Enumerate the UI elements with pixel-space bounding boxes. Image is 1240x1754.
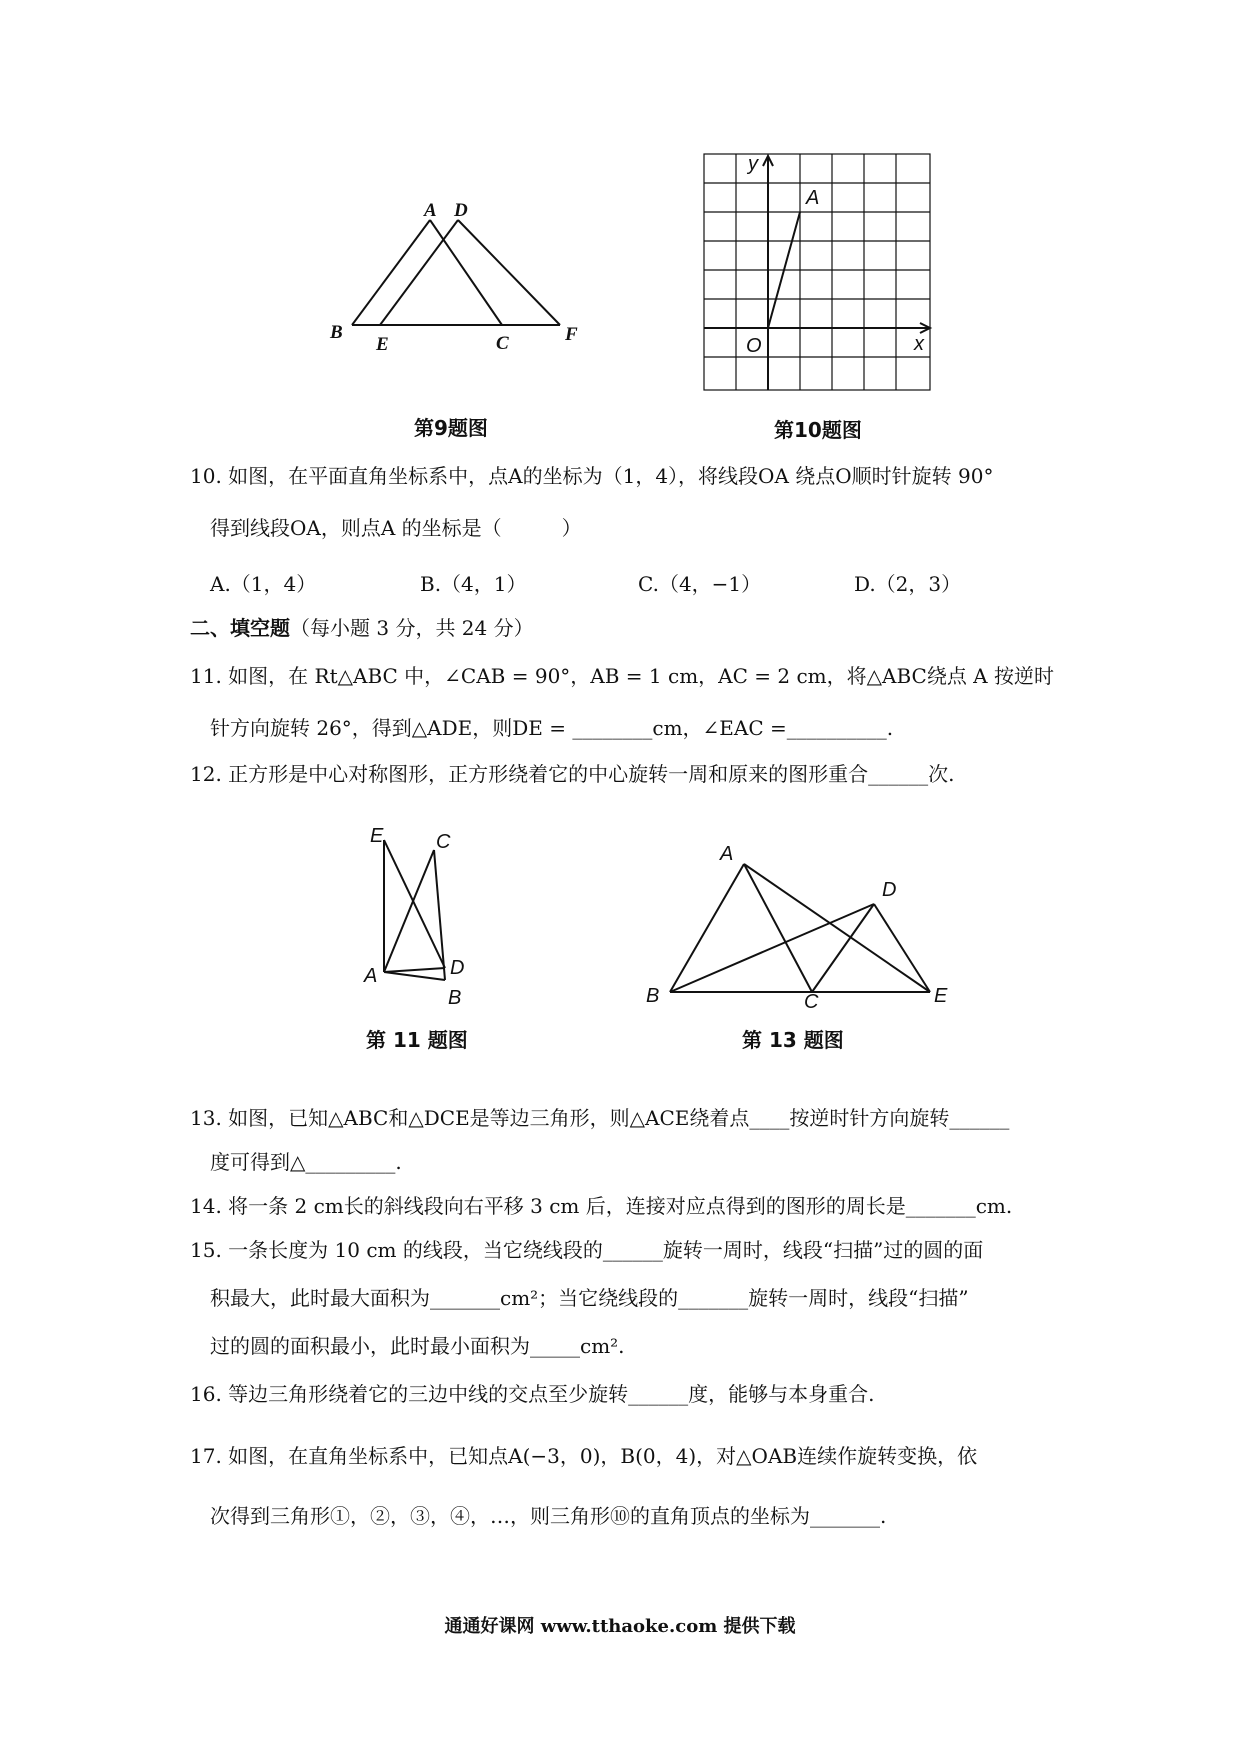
fig9-label-b: B <box>330 322 343 343</box>
fig9-label-f: F <box>565 324 578 345</box>
q10-line-1: 10. 如图，在平面直角坐标系中，点A的坐标为（1，4），将线段OA 绕点O顺时针旋转 90° <box>190 464 994 488</box>
q10-option-b: B.（4，1） <box>420 572 527 596</box>
q11-line-2: 针方向旋转 26°，得到△ADE，则DE = ________cm，∠EAC =__________. <box>210 716 894 740</box>
page-footer: 通通好课网 www.tthaoke.com 提供下载 <box>444 1616 796 1637</box>
fig11-label-b: B <box>448 987 462 1009</box>
fig13-caption: 第 13 题图 <box>742 1028 844 1052</box>
fig9-label-d: D <box>454 200 468 221</box>
fig10-label-x: x <box>914 333 924 355</box>
fig13-label-a: A <box>720 843 734 865</box>
figure-13 <box>640 840 960 1013</box>
fig11-label-d: D <box>450 957 465 979</box>
fig10-label-y: y <box>748 153 758 175</box>
fig11-label-c: C <box>436 831 451 853</box>
fig9-caption: 第9题图 <box>414 416 488 440</box>
section-2-note: （每小题 3 分，共 24 分） <box>290 616 534 640</box>
section-2-title: 二、填空题 <box>190 616 290 640</box>
fig11-label-e: E <box>370 825 384 847</box>
q17-line-1: 17. 如图，在直角坐标系中，已知点A(−3，0)，B(0，4)，对△OAB连续作旋转变换，依 <box>190 1444 978 1468</box>
q15-line-1: 15. 一条长度为 10 cm 的线段，当它绕线段的______旋转一周时，线段“扫描”过的圆的面 <box>190 1238 984 1262</box>
fig13-label-e: E <box>934 985 948 1007</box>
fig9-label-a: A <box>424 200 437 221</box>
fig9-label-c: C <box>496 333 509 354</box>
figure-9 <box>320 200 590 370</box>
q13-line-2: 度可得到△_________. <box>210 1150 402 1174</box>
q13-line-1: 13. 如图，已知△ABC和△DCE是等边三角形，则△ACE绕着点____按逆时针方向旋转______ <box>190 1106 1010 1130</box>
fig13-label-b: B <box>646 985 660 1007</box>
q14-text: 14. 将一条 2 cm长的斜线段向右平移 3 cm 后，连接对应点得到的图形的周长是_______cm. <box>190 1194 1013 1218</box>
fig11-caption: 第 11 题图 <box>366 1028 468 1052</box>
fig10-caption: 第10题图 <box>774 418 862 442</box>
fig10-label-o: O <box>746 335 762 357</box>
fig13-label-d: D <box>882 879 897 901</box>
q16-text: 16. 等边三角形绕着它的三边中线的交点至少旋转______度，能够与本身重合. <box>190 1382 875 1406</box>
figure-10 <box>700 152 932 394</box>
fig10-label-a: A <box>806 187 820 209</box>
q10-option-a: A.（1，4） <box>210 572 317 596</box>
figure-11 <box>360 820 480 1020</box>
q10-line-2: 得到线段OA，则点A 的坐标是（ ） <box>210 516 582 540</box>
q15-line-2: 积最大，此时最大面积为_______cm²；当它绕线段的_______旋转一周时，线段“扫描” <box>210 1286 969 1310</box>
q12-text: 12. 正方形是中心对称图形，正方形绕着它的中心旋转一周和原来的图形重合______次. <box>190 762 955 786</box>
section-2-heading <box>190 614 534 642</box>
fig11-label-a: A <box>364 965 378 987</box>
q11-line-1: 11. 如图，在 Rt△ABC 中，∠CAB = 90°，AB = 1 cm，AC = 2 cm，将△ABC绕点 A 按逆时 <box>190 664 1054 688</box>
q10-option-d: D.（2，3） <box>854 572 962 596</box>
q15-line-3: 过的圆的面积最小，此时最小面积为_____cm². <box>210 1334 625 1358</box>
q17-line-2: 次得到三角形①，②，③，④，…，则三角形⑩的直角顶点的坐标为_______. <box>210 1504 887 1528</box>
fig9-label-e: E <box>376 334 389 355</box>
fig13-label-c: C <box>804 991 819 1013</box>
q10-option-c: C.（4，−1） <box>638 572 762 596</box>
